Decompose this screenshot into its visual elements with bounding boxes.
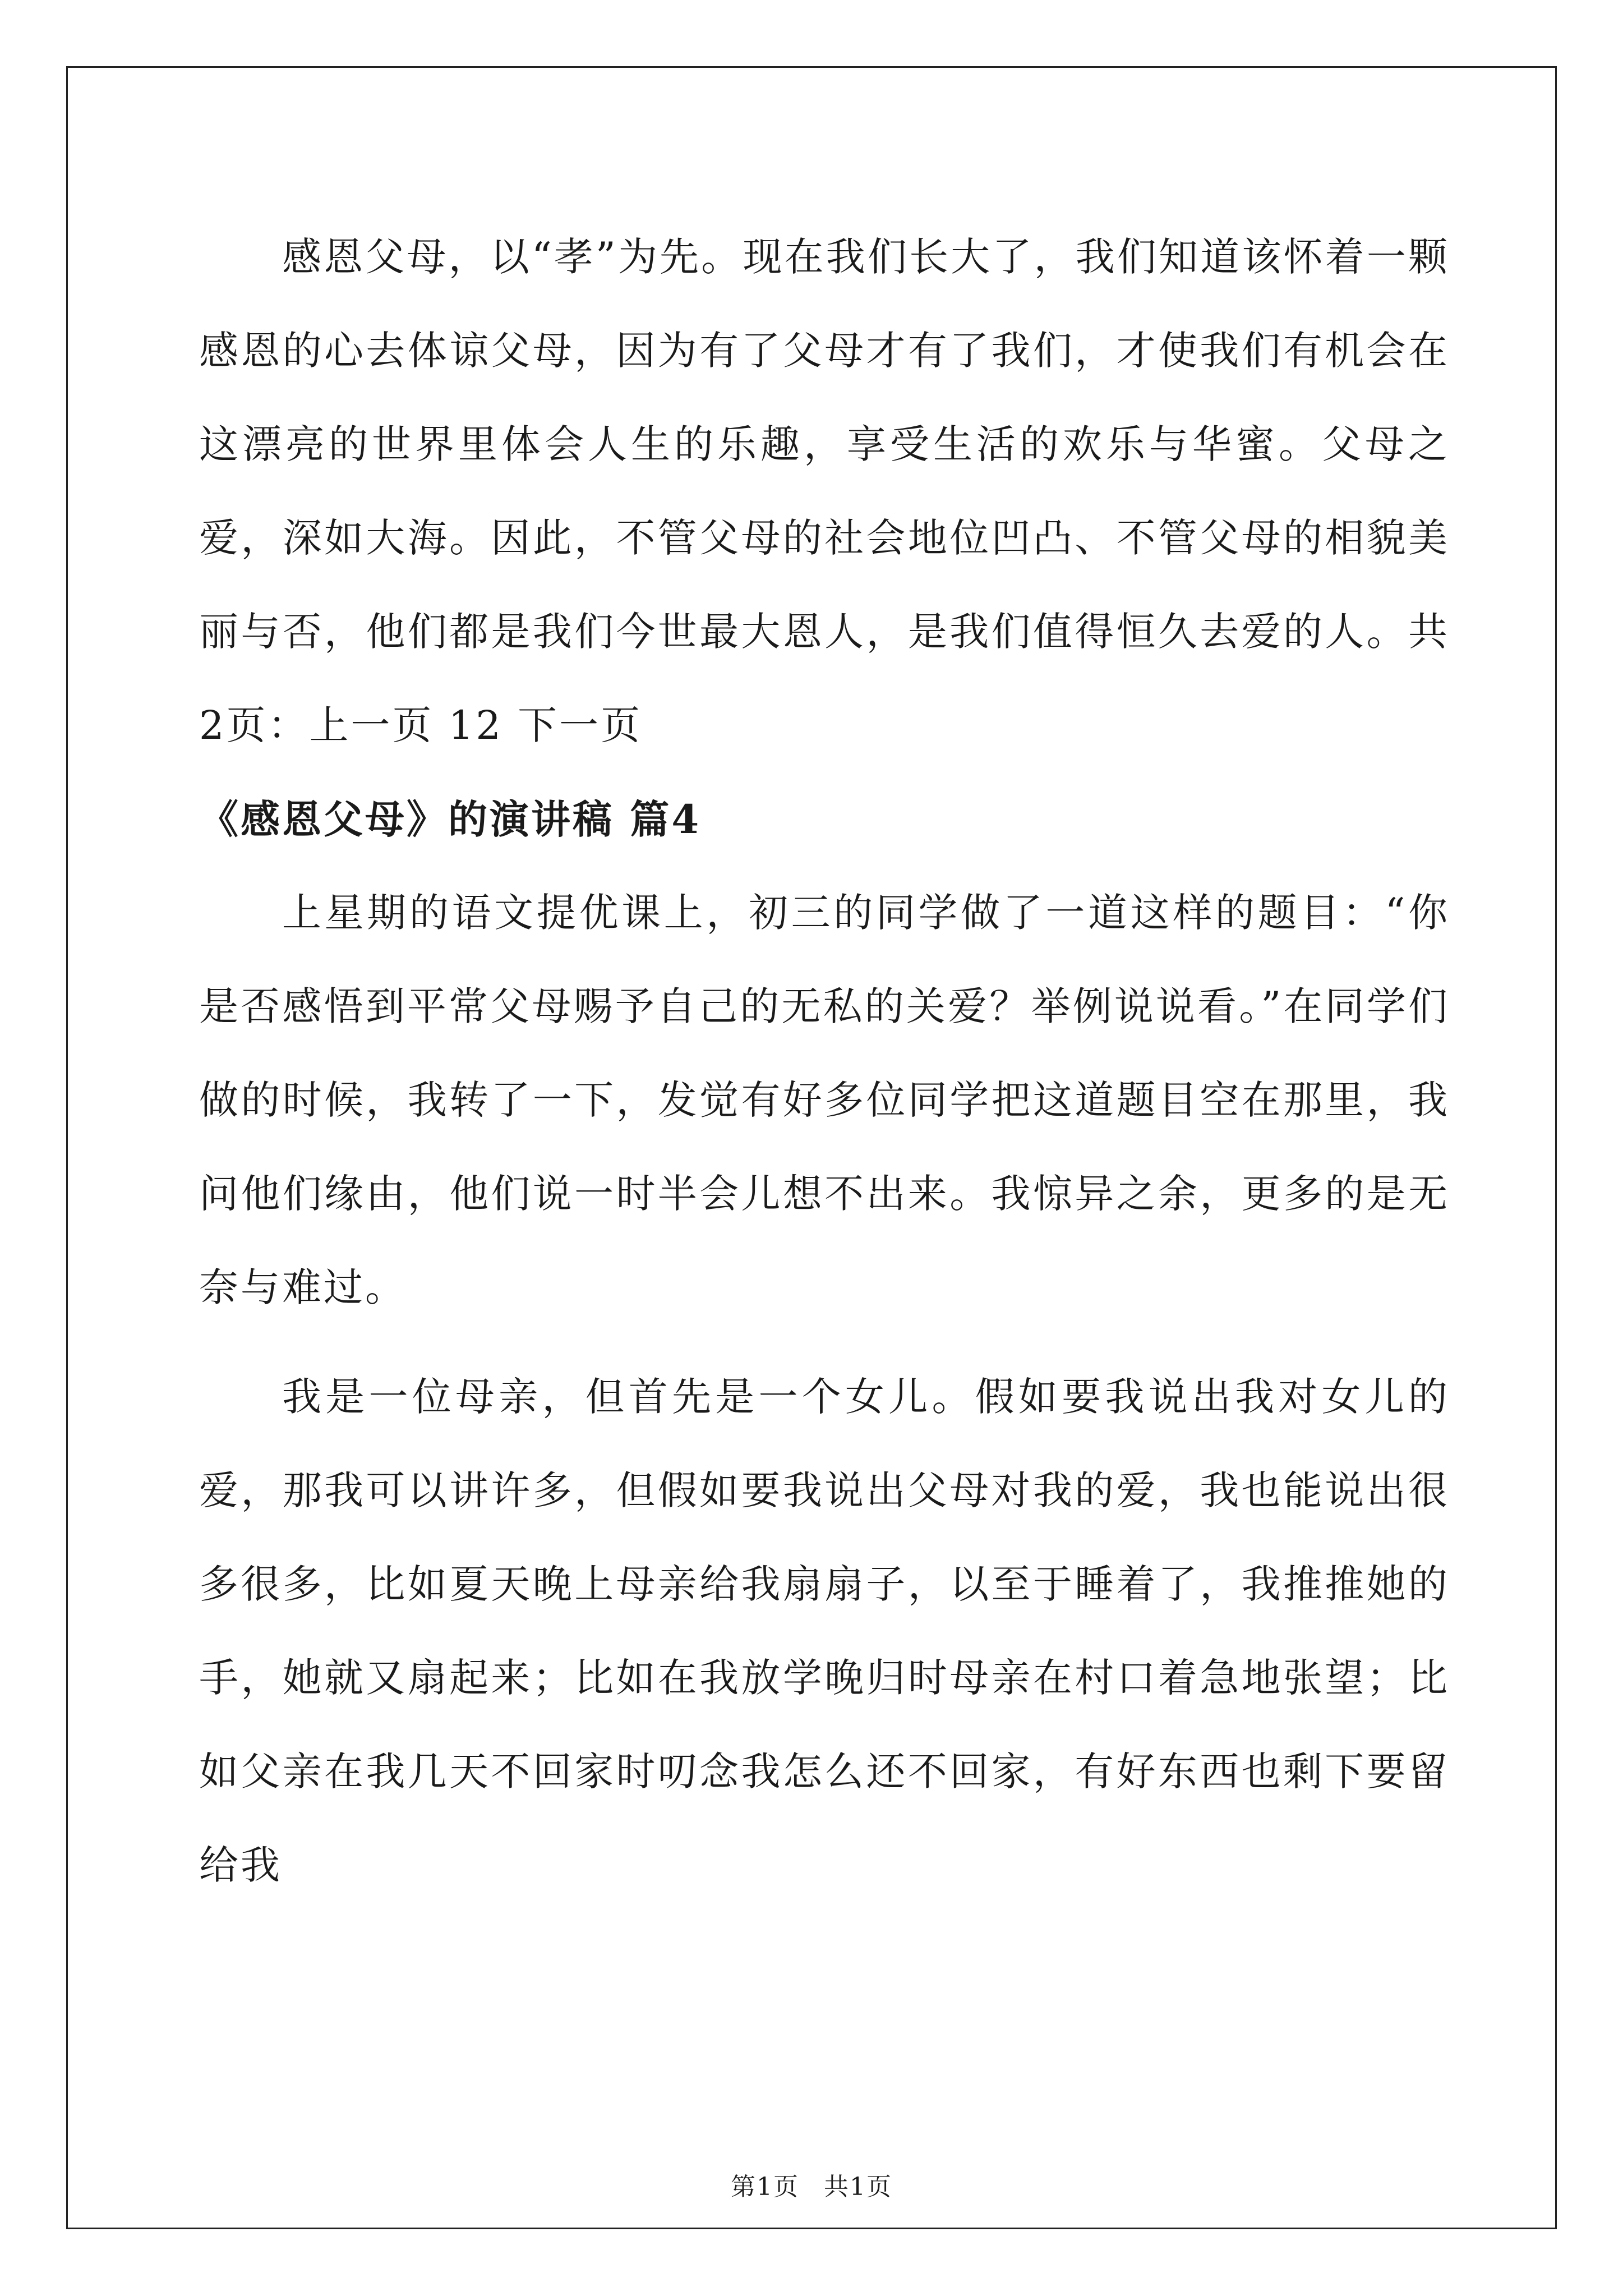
paragraph-gap: [199, 1335, 1450, 1350]
page-number: 第1页: [731, 2173, 799, 2201]
paragraph-3: 我是一位母亲，但首先是一个女儿。假如要我说出我对女儿的爱，那我可以讲许多，但假如要我说出父母对我的爱，我也能说出很多很多，比如夏天晚上母亲给我扇扇子，以至于睡着了，我推推她的手，她就又扇起来；比如在我放学晚归时母亲在村口着急地张望；比如父亲在我几天不回家时叨念我怎么还不回家，有好东西也剩下要留给我: [199, 1374, 1450, 1888]
paragraph-1: 感恩父母，以“孝”为先。现在我们长大了，我们知道该怀着一颗感恩的心去体谅父母，因为有了父母才有了我们，才使我们有机会在这漂亮的世界里体会人生的乐趣，享受生活的欢乐与华蜜。父母之爱，深如大海。因此，不管父母的社会地位凹凸、不管父母的相貌美丽与否，他们都是我们今世最大恩人，是我们值得恒久去爱的人。共2页：上一页 12 下一页: [199, 234, 1450, 748]
page-footer: [0, 2166, 1623, 2202]
paragraph-2: 上星期的语文提优课上，初三的同学做了一道这样的题目：“你是否感悟到平常父母赐予自己的无私的关爱？举例说说看。”在同学们做的时候，我转了一下，发觉有好多位同学把这道题目空在那里，我问他们缘由，他们说一时半会儿想不出来。我惊异之余，更多的是无奈与难过。: [199, 890, 1450, 1310]
page-total: 共1页: [824, 2173, 892, 2201]
document-body: [199, 210, 1450, 1912]
section-heading: 《感恩父母》的演讲稿 篇4: [199, 796, 702, 843]
